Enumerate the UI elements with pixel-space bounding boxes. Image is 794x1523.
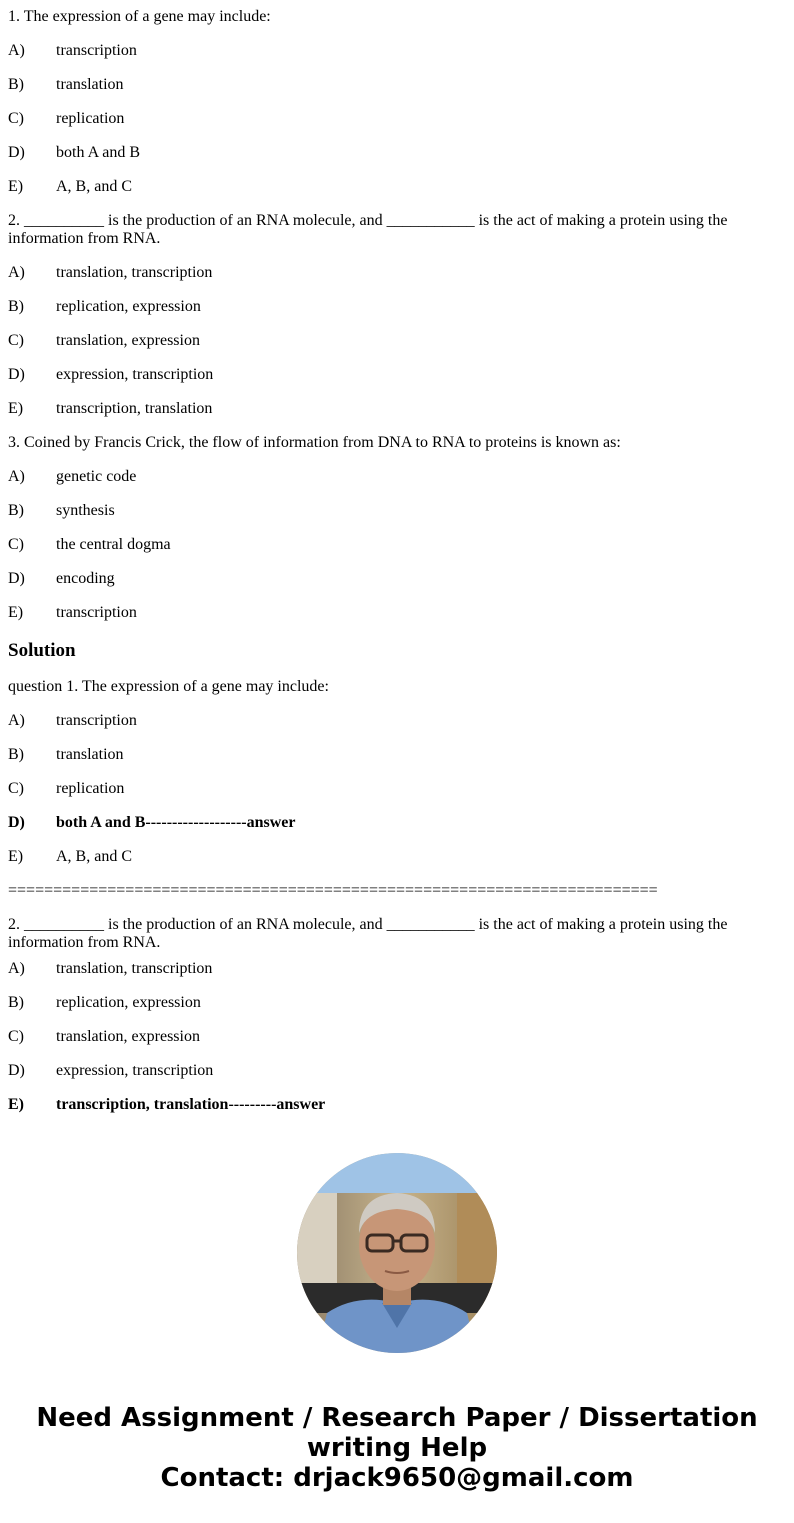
promo-line-1: Need Assignment / Research Paper / Dissertation <box>36 1403 758 1433</box>
solution-question-1-answer: D) both A and B-------------------answer <box>8 814 296 831</box>
question-2-option-a: A) translation, transcription <box>8 264 213 281</box>
separator-line: ======================================================================== <box>8 882 658 899</box>
question-1-option-b: B) translation <box>8 76 124 93</box>
question-2-option-e: E) transcription, translation <box>8 400 213 417</box>
question-2-stem: 2. __________ is the production of an RNA molecule, and ___________ is the act of making a protein using the information from RNA. <box>8 212 728 247</box>
question-3-stem: 3. Coined by Francis Crick, the flow of information from DNA to RNA to proteins is known as: <box>8 434 621 451</box>
solution-question-1-option-b: B) translation <box>8 746 124 763</box>
question-3-option-c: C) the central dogma <box>8 536 171 553</box>
promo-banner <box>0 1403 794 1493</box>
solution-question-1-option-a: A) transcription <box>8 712 137 729</box>
solution-question-1-option-e: E) A, B, and C <box>8 848 132 865</box>
solution-question-2-answer: E) transcription, translation---------answer <box>8 1096 326 1113</box>
question-3-option-d: D) encoding <box>8 570 115 587</box>
question-1-stem: 1. The expression of a gene may include: <box>8 8 271 25</box>
document-body <box>8 0 786 1114</box>
question-2-option-b: B) replication, expression <box>8 298 201 315</box>
solution-question-2-option-a: A) translation, transcription <box>8 960 213 977</box>
question-2-option-c: C) translation, expression <box>8 332 200 349</box>
solution-question-1-option-c: C) replication <box>8 780 125 797</box>
question-1-option-e: E) A, B, and C <box>8 178 132 195</box>
author-avatar <box>297 1153 497 1353</box>
promo-contact: Contact: drjack9650@gmail.com <box>160 1463 634 1493</box>
person-portrait-icon <box>297 1153 497 1353</box>
question-1-option-d: D) both A and B <box>8 144 141 161</box>
question-3-option-b: B) synthesis <box>8 502 115 519</box>
question-3-option-e: E) transcription <box>8 604 137 621</box>
solution-question-1-stem: question 1. The expression of a gene may include: <box>8 678 329 695</box>
question-2-option-d: D) expression, transcription <box>8 366 214 383</box>
solution-heading: Solution <box>8 640 76 661</box>
solution-question-2-option-d: D) expression, transcription <box>8 1062 214 1079</box>
question-3-option-a: A) genetic code <box>8 468 137 485</box>
question-1-option-a: A) transcription <box>8 42 137 59</box>
solution-question-2-option-b: B) replication, expression <box>8 994 201 1011</box>
solution-question-2-option-c: C) translation, expression <box>8 1028 200 1045</box>
question-1-option-c: C) replication <box>8 110 125 127</box>
promo-line-2: writing Help <box>306 1433 488 1463</box>
solution-question-2-stem: 2. __________ is the production of an RNA molecule, and ___________ is the act of making a protein using the information from RNA. <box>8 916 728 951</box>
